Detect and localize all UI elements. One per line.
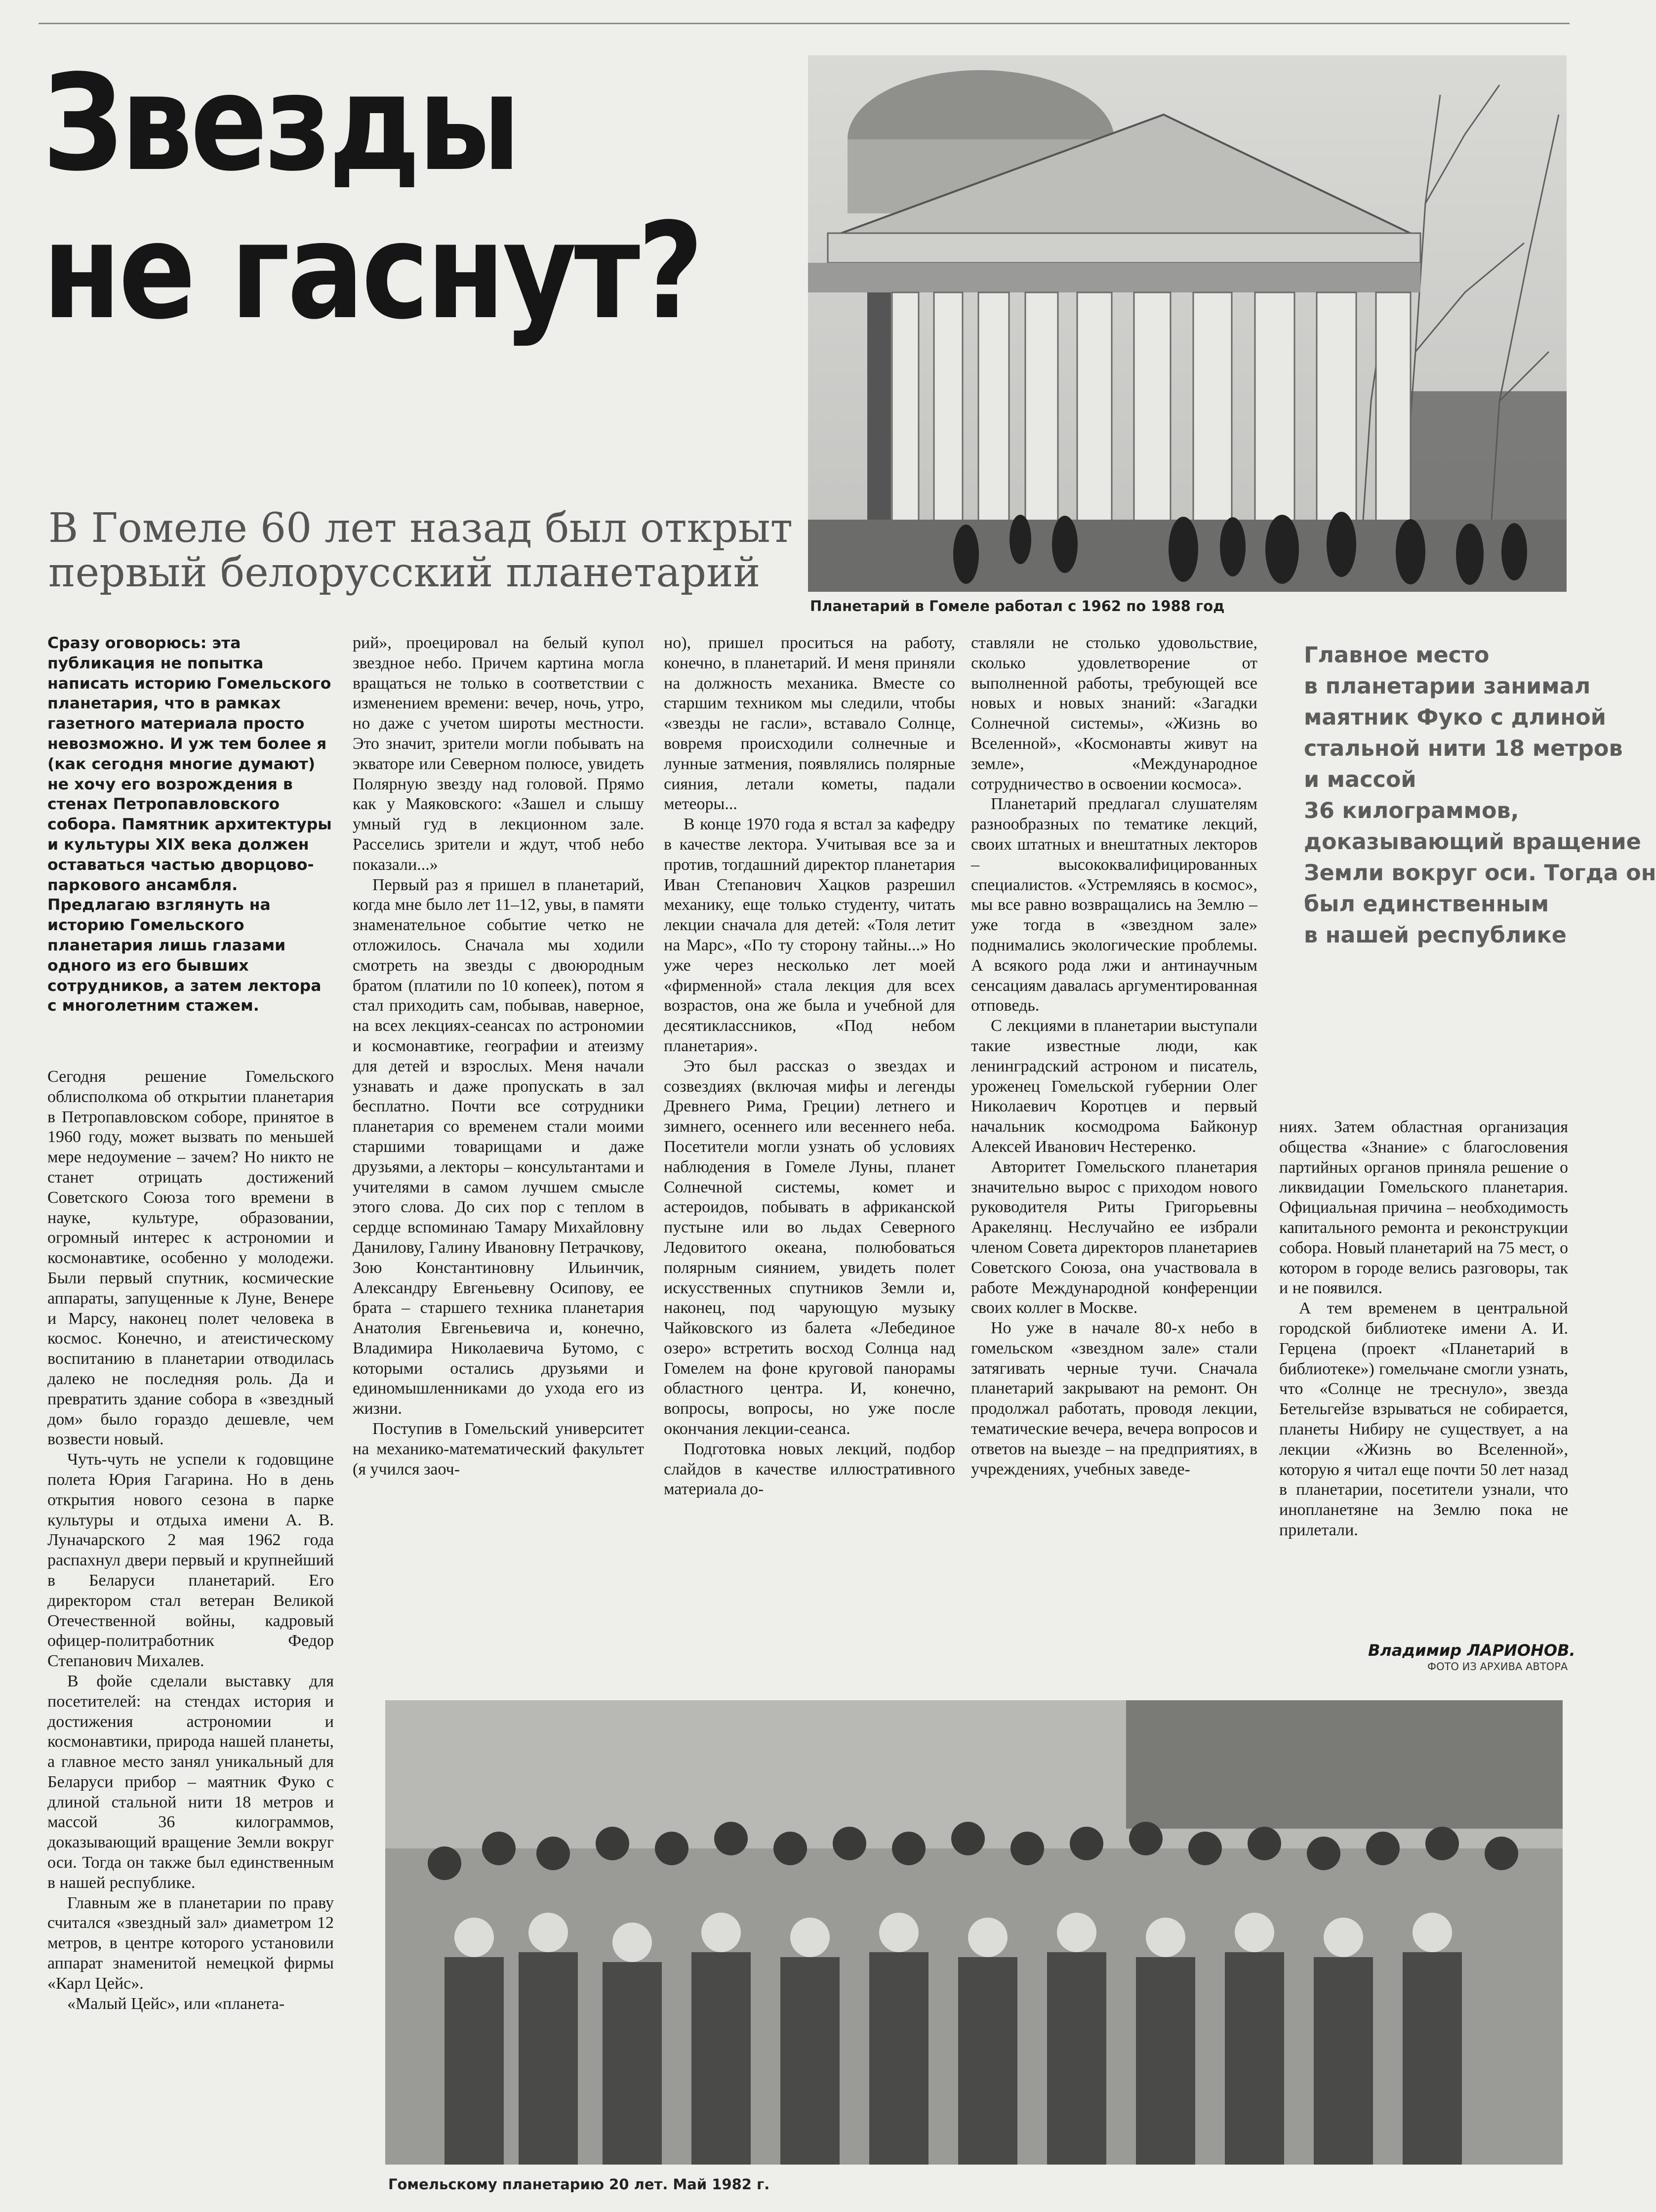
photo1-caption: Планетарий в Гомеле работал с 1962 по 1988 год: [810, 598, 1225, 614]
body-column-3: [664, 633, 955, 1678]
staff-group-photo: [385, 1700, 1563, 2165]
pull-quote-line: в планетарии занимал: [1304, 674, 1591, 699]
headline-line-1: Звезды: [42, 46, 519, 201]
photo-credit: ФОТО ИЗ АРХИВА АВТОРА: [1427, 1661, 1568, 1673]
col1-paragraph: В фойе сделали выставку для посетителей: на стендах история и достижения астрономии и космонавтики, природа нашей планеты, а главное место занял уникальный для Беларуси прибор – маятник Фуко с длиной стальной нити 18 метров и массой 36 килограммов, доказывающий вращение Земли вокруг оси. Тогда он также был единственным в нашей республике.: [47, 1672, 334, 1892]
col2-paragraph: рий», проецировал на белый купол звездное небо. Причем картина могла вращаться не только в соответствии с изменением времени: вечер, ночь, утро, но даже с учетом широты местности. Это значит, зрители могли побывать на экваторе или Северном полюсе, увидеть Полярную звезду над головой. Прямо как у Маяковского: «Зашел и слышу умный гуд в лекционном зале. Расселись зрители и ждут, чтоб небо показали...»: [353, 634, 644, 874]
pull-quote-line: Земли вокруг оси. Тогда он: [1304, 860, 1656, 886]
subheadline-line-1: В Гомеле 60 лет назад был открыт: [48, 505, 793, 552]
col3-paragraph: Подготовка новых лекций, подбор слайдов в качестве иллюстративного материала до-: [664, 1439, 955, 1499]
col1-paragraph: Главным же в планетарии по праву считался «звездный зал» диаметром 12 метров, в центре которого установили аппарат знаменитой немецкой фирмы «Карл Цейс».: [47, 1893, 334, 1993]
body-column-2: [353, 633, 644, 1678]
headline: [42, 46, 705, 349]
lead-paragraph: Сразу оговорюсь: эта публикация не попытка написать историю Гомельского планетария, что в рамках газетного материала просто невозможно. И уж тем более я (как сегодня многие думают) не хочу его возрождения в стенах Петропавловского собора. Памятник архитектуры и культуры XIX века должен оставаться частью дворцово-паркового ансамбля. Предлагаю взглянуть на историю Гомельского планетария лишь глазами одного из его бывших сотрудников, а затем лектора с многолетним стажем.: [47, 634, 332, 1015]
top-rule: [39, 23, 1570, 24]
author-signature: Владимир ЛАРИОНОВ.: [1368, 1641, 1575, 1660]
body-column-1: [47, 1067, 334, 2169]
headline-line-2: не гаснут?: [42, 195, 701, 349]
col4-paragraph: Но уже в начале 80-х небо в гомельском «звездном зале» стали затягивать черные тучи. Сначала планетарий закрывают на ремонт. Он продолжал работать, проводя лекции, тематические вечера, вечера вопросов и ответов на выезде – на предприятиях, в учреждениях, учебных заведе-: [971, 1319, 1257, 1478]
col5-paragraph: А тем временем в центральной городской библиотеке имени А. И. Герцена (проект «Планетарий в библиотеке») гомельчане смогли узнать, что «Солнце не треснуло», звезда Бетельгейзе взрываться не собирается, планеты Нибиру не существует, а на лекции «Жизнь во Вселенной», которую я читал еще почти 50 лет назад в планетарии, посетители узнали, что инопланетяне на Землю пока не прилетали.: [1279, 1299, 1568, 1539]
col4-paragraph: Авторитет Гомельского планетария значительно вырос с приходом нового руководителя Риты Григорьевны Аракелянц. Неслучайно ее избрали членом Совета директоров планетариев Советского Союза, она участвовала в работе Международной конференции своих коллег в Москве.: [971, 1157, 1257, 1317]
pull-quote-line: маятник Фуко с длиной: [1304, 705, 1606, 730]
col1-paragraph: Чуть-чуть не успели к годовщине полета Юрия Гагарина. Но в день открытия нового сезона в парке культуры и отдыха имени А. В. Луначарского 2 мая 1962 года распахнул двери первый и крупнейший в Беларуси планетарий. Его директором стал ветеран Великой Отечественной войны, кадровый офицер-политработник Федор Степанович Михалев.: [47, 1450, 334, 1671]
col2-paragraph: Первый раз я пришел в планетарий, когда мне было лет 11–12, увы, в памяти знаменательное событие четко не отложилось. Сначала мы ходили смотреть на звезды с двоюродным братом (платили по 10 копеек), потом я стал приходить сам, побывав, наверное, на всех лекциях-сеансах по астрономии и космонавтике, географии и атеизму для детей и взрослых. Меня начали узнавать и даже пропускать в зал бесплатно. Почти все сотрудники планетария со временем стали моими старшими товарищами и даже друзьями, а лекторы – консультантами и учителями в самом лучшем смысле этого слова. До сих пор с теплом в сердце вспоминаю Тамару Михайловну Данилову, Галину Ивановну Петрачкову, Зою Константиновну Ильинчик, Александру Евгеньевну Осипову, ее брата – старшего техника планетария Анатолия Евгеньевича и, конечно, Владимира Николаевича Бутомо, с которыми остались друзьями и единомышленниками до ухода его из жизни.: [353, 875, 644, 1418]
pull-quote: [1304, 640, 1656, 951]
col5-paragraph: ниях. Затем областная организация общества «Знание» с благословения партийных органов приняла решение о ликвидации Гомельского планетария. Официальная причина – необходимость капитального ремонта и реконструкции собора. Новый планетарий на 75 мест, о котором в городе велись разговоры, так и не появился.: [1279, 1118, 1568, 1298]
pull-quote-line: Главное место: [1304, 643, 1490, 668]
col3-paragraph: Это был рассказ о звездах и созвездиях (включая мифы и легенды Древнего Рима, Греции) летнего и зимнего, осеннего или весеннего неба. Посетители могли узнать об условиях наблюдения в Гомеле Луны, планет Солнечной системы, комет и астероидов, побывать в африканской пустыне или во льдах Северного Ледовитого океана, полюбоваться полярным сиянием, увидеть полет искусственных спутников Земли и, наконец, под чарующую музыку Чайковского из балета «Лебединое озеро» встретить восход Солнца над Гомелем на фоне круговой панорамы областного центра. И, конечно, вопросы, вопросы, но уже после окончания лекции-сеанса.: [664, 1057, 955, 1438]
pull-quote-line: стальной нити 18 метров: [1304, 736, 1623, 761]
body-column-4: [971, 633, 1257, 1678]
subheadline: [48, 506, 819, 595]
col3-paragraph: В конце 1970 года я встал за кафедру в качестве лектора. Учитывая все за и против, тогдашний директор планетария Иван Степанович Хацков разрешил механику, еще только студенту, читать лекции сначала для детей: «Толя летит на Марс», «По ту сторону тайны...» Но уже через несколько лет моей «фирменной» стала лекция для всех возрастов, она же была и учебной для десятиклассников, «Под небом планетария».: [664, 815, 955, 1055]
body-column-5: [1279, 1117, 1568, 1641]
col3-paragraph: но), пришел проситься на работу, конечно, в планетарий. И меня приняли на должность механика. Вместе со старшим техником мы следили, чтобы «звезды не гасли», вставало Солнце, вовремя происходили солнечные и лунные затмения, появлялись полярные сияния, летали кометы, падали метеоры...: [664, 634, 955, 814]
pull-quote-line: 36 килограммов,: [1304, 798, 1519, 823]
pull-quote-line: и массой: [1304, 767, 1416, 792]
pull-quote-line: был единственным: [1304, 892, 1549, 917]
subheadline-line-2: первый белорусский планетарий: [48, 549, 761, 596]
pull-quote-line: доказывающий вращение: [1304, 829, 1641, 855]
col1-paragraph: «Малый Цейс», или «планета-: [67, 1994, 285, 2013]
col2-paragraph: Поступив в Гомельский университет на механико-математический факультет (я учился заоч-: [353, 1420, 644, 1478]
pull-quote-line: в нашей республике: [1304, 923, 1567, 948]
col4-paragraph: С лекциями в планетарии выступали такие известные люди, как ленинградский астроном и писатель, уроженец Гомельской губернии Олег Николаевич Коротцев и первый начальник космодрома Байконур Алексей Иванович Нестеренко.: [971, 1017, 1257, 1156]
col4-paragraph: ставляли не столько удовольствие, сколько удовлетворение от выполненной работы, требующей все новых и новых знаний: «Загадки Солнечной системы», «Жизнь во Вселенной», «Космонавты живут на земле», «Международное сотрудничество в освоении космоса».: [971, 634, 1257, 793]
planetarium-building-photo: [808, 55, 1567, 592]
col4-paragraph: Планетарий предлагал слушателям разнообразных по тематике лекций, своих штатных и внештатных лекторов – высококвалифицированных специалистов. «Устремляясь в космос», мы все равно возвращались на Землю – уже тогда в «звездном зале» поднимались экологические проблемы. А всякого рода лжи и антинаучным сенсациям давалась аргументированная отповедь.: [971, 795, 1257, 1015]
col1-paragraph: Сегодня решение Гомельского облисполкома об открытии планетария в Петропавловском соборе, принятое в 1960 году, может вызвать по меньшей мере недоумение – зачем? Но никто не станет отрицать достижений Советского Союза того времени в науке, культуре, образовании, огромный интерес к астрономии и космонавтике, особенно у молодежи. Были первый спутник, космические аппараты, запущенные к Луне, Венере и Марсу, наконец полет человека в космос. Конечно, и атеистическому воспитанию в планетарии отводилась далеко не последняя роль. Да и превратить здание собора в «звездный дом» было гораздо дешевле, чем возвести новый.: [47, 1067, 334, 1449]
photo2-caption: Гомельскому планетарию 20 лет. Май 1982 г.: [388, 2176, 770, 2193]
